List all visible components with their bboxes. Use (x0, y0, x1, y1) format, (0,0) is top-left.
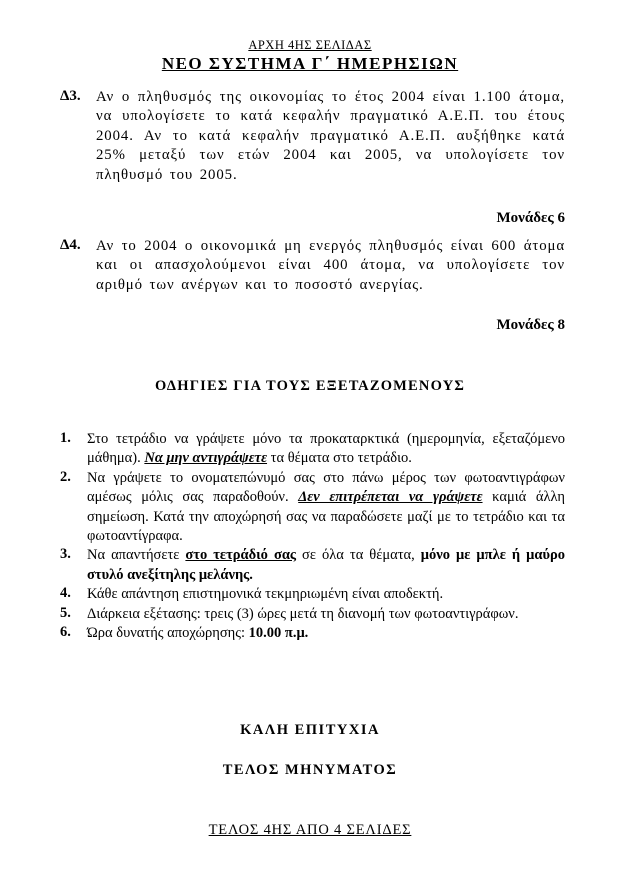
instruction-item (60, 469, 565, 547)
instruction-number: 5. (60, 604, 71, 621)
page-start-header: ΑΡΧΗ 4ΗΣ ΣΕΛΙΔΑΣ (248, 38, 372, 52)
question-label: Δ3. (60, 88, 81, 104)
instruction-number: 3. (60, 546, 71, 563)
instruction-item (60, 430, 565, 469)
instruction-text: Κάθε απάντηση επιστημονικά τεκμηριωμένη είναι αποδεκτή. (87, 586, 444, 603)
instruction-text: Διάρκεια εξέτασης: τρεις (3) ώρες μετά τη διανομή των φωτοαντιγράφων. (87, 605, 519, 622)
question-marks: Μονάδες 8 (496, 317, 565, 333)
instructions-list (60, 430, 565, 643)
question-d3 (60, 88, 565, 185)
instruction-number: 1. (60, 430, 71, 446)
instruction-number: 6. (60, 624, 71, 641)
system-title: ΝΕΟ ΣΥΣΤΗΜΑ Γ΄ ΗΜΕΡΗΣΙΩΝ (161, 54, 459, 73)
question-marks: Μονάδες 6 (496, 210, 565, 226)
instructions-title: ΟΔΗΓΙΕΣ ΓΙΑ ΤΟΥΣ ΕΞΕΤΑΖΟΜΕΝΟΥΣ (154, 378, 466, 394)
question-label: Δ4. (60, 237, 81, 253)
instruction-item (60, 546, 565, 585)
instruction-number: 4. (60, 585, 71, 602)
end-message-text: ΤΕΛΟΣ ΜΗΝΥΜΑΤΟΣ (222, 762, 398, 778)
question-text: Αν το 2004 ο οικονομικά μη ενεργός πληθυσμός είναι 600 άτομα και οι απασχολούμενοι είναι 400 άτομα, να υπολογίσετε τον αριθμό των ανέργων και το ποσοστό ανεργίας. (96, 238, 565, 293)
instruction-item (60, 624, 565, 643)
instruction-text: Στο τετράδιο να γράψετε μόνο τα προκαταρκτικά (ημερομηνία, εξεταζόμενο μάθημα). Να μην αντιγράψετε τα θέματα στο τετράδιο. (87, 431, 565, 467)
instruction-text: Να απαντήσετε στο τετράδιό σας σε όλα τα θέματα, μόνο με μπλε ή μαύρο στυλό ανεξίτηλης μελάνης. (87, 547, 566, 583)
instruction-item (60, 585, 565, 604)
question-d4 (60, 237, 565, 295)
instruction-text: Ώρα δυνατής αποχώρησης: 10.00 π.μ. (87, 625, 309, 642)
instruction-item (60, 605, 565, 624)
instruction-number: 2. (60, 468, 71, 485)
instruction-text: Να γράψετε το ονοματεπώνυμό σας στο πάνω μέρος των φωτοαντιγράφων αμέσως μόλις σας παραδοθούν. Δεν επιτρέπεται να γράψετε καμιά άλλη σημείωση. Κατά την αποχώρησή σας να παραδώσετε μαζί με το τετράδιο και τα φωτοαντίγραφα. (87, 469, 565, 545)
question-text: Αν ο πληθυσμός της οικονομίας το έτος 2004 είναι 1.100 άτομα, να υπολογίσετε το κατά κεφαλήν πραγματικό Α.Ε.Π. του έτους 2004. Αν το κατά κεφαλήν πραγματικό Α.Ε.Π. αυξήθηκε κατά 25% μεταξύ των ετών 2004 και 2005, να υπολογίσετε τον πληθυσμό του 2005. (96, 89, 565, 183)
good-luck-text: ΚΑΛΗ ΕΠΙΤΥΧΙΑ (240, 722, 380, 738)
page-end-footer: ΤΕΛΟΣ 4ΗΣ ΑΠΟ 4 ΣΕΛΙΔΕΣ (208, 822, 412, 838)
